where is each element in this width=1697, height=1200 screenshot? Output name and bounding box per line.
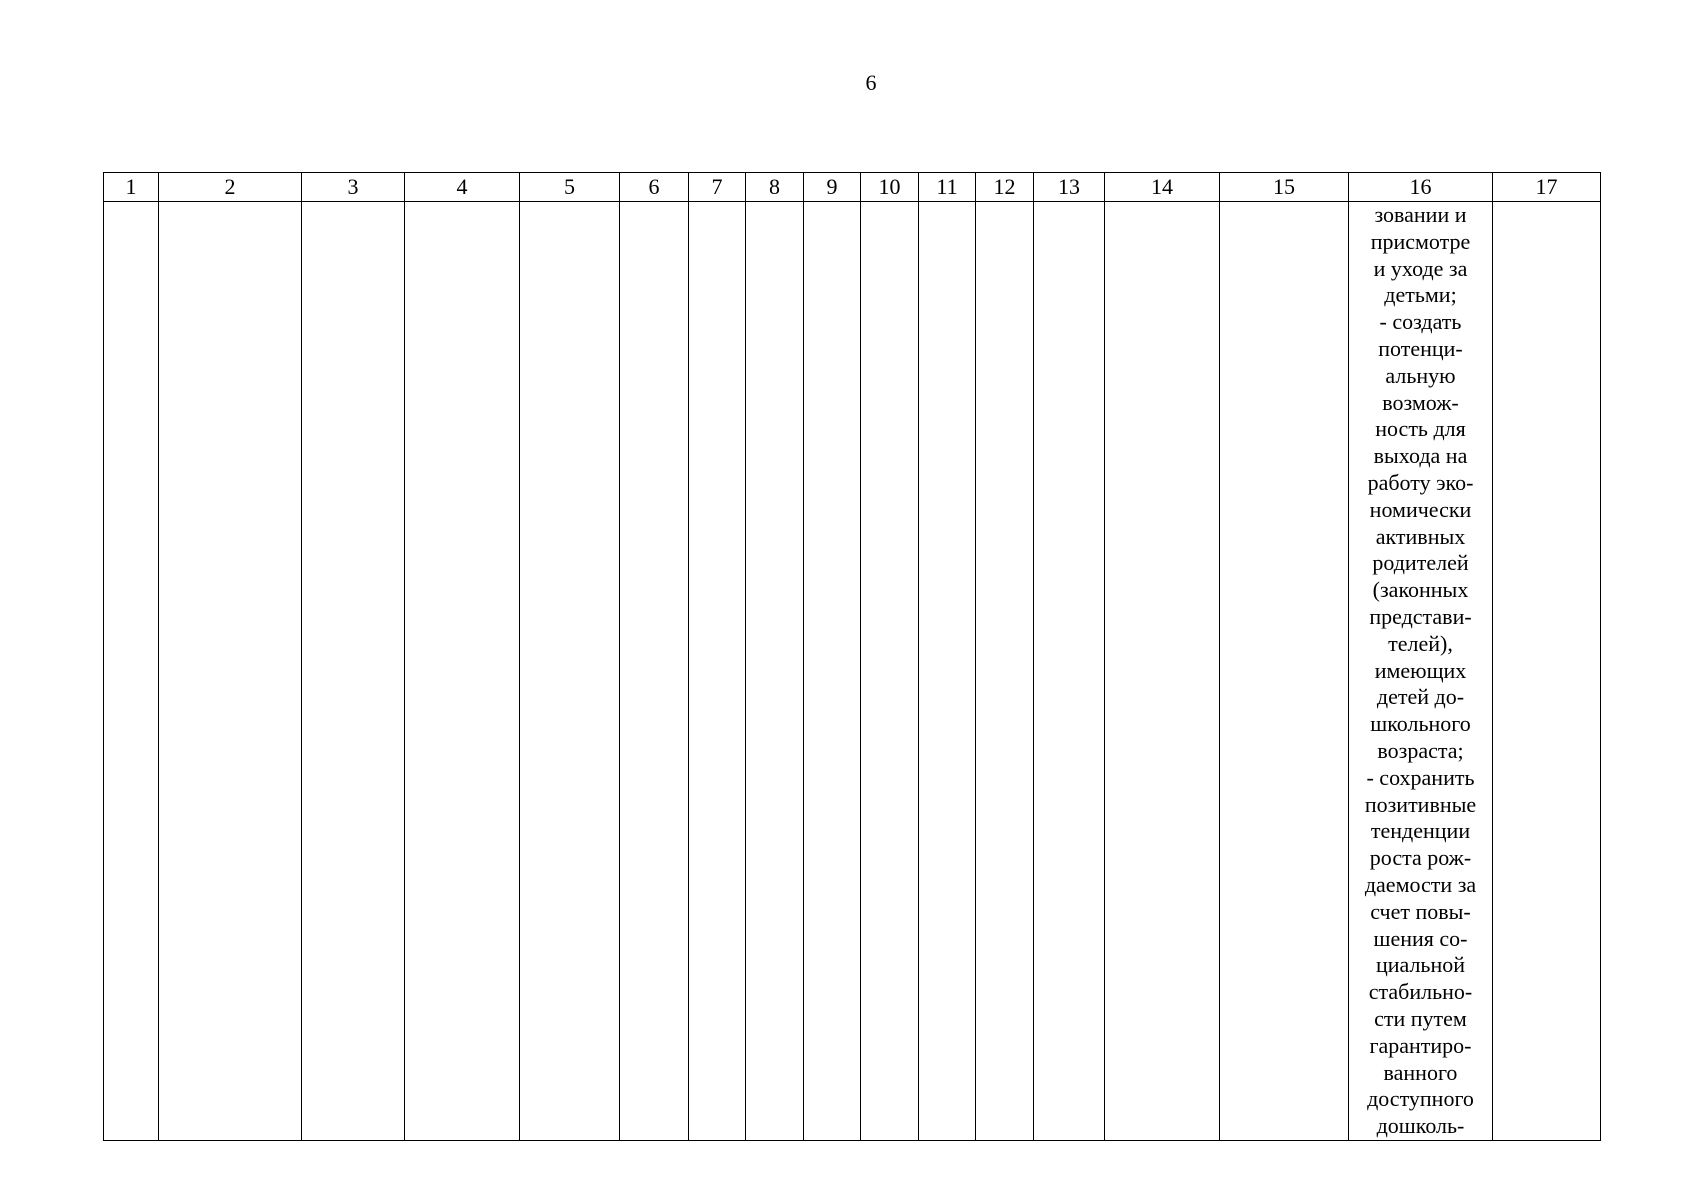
text-line: работу эко-: [1367, 469, 1474, 495]
text-line: шения со-: [1373, 925, 1468, 951]
table-cell-col-4: [405, 202, 520, 1141]
text-line: и уходе за: [1373, 255, 1468, 281]
text-line: стабильно-: [1368, 979, 1473, 1005]
table-cell-col-11: [919, 202, 976, 1141]
text-line: детей до-: [1376, 684, 1465, 710]
table-cell-col-15: [1220, 202, 1349, 1141]
table-cell-col-12: [976, 202, 1034, 1141]
table-cell-col-7: [689, 202, 746, 1141]
column-header-9: 9: [804, 173, 861, 202]
column-header-12: 12: [976, 173, 1034, 202]
text-line: циальной: [1375, 952, 1466, 978]
column-header-16: 16: [1349, 173, 1493, 202]
table-cell-col-10: [861, 202, 919, 1141]
page-number: 6: [865, 70, 877, 95]
table-cell-col-14: [1105, 202, 1220, 1141]
table-cell-col-2: [159, 202, 302, 1141]
text-line: потенци-: [1378, 335, 1463, 361]
table-cell-col-8: [746, 202, 804, 1141]
text-line: возмож-: [1382, 389, 1459, 415]
column-header-15: 15: [1220, 173, 1349, 202]
text-line: представи-: [1369, 603, 1472, 629]
column-header-7: 7: [689, 173, 746, 202]
table-cell-col-3: [302, 202, 405, 1141]
text-line: ванного: [1383, 1059, 1458, 1085]
table-cell-col-5: [520, 202, 620, 1141]
text-line: тенденции: [1370, 818, 1471, 844]
text-line: детьми;: [1384, 282, 1457, 308]
column-header-3: 3: [302, 173, 405, 202]
text-line: - сохранить: [1366, 764, 1475, 790]
text-line: номически: [1369, 496, 1472, 522]
text-line: телей),: [1388, 630, 1453, 656]
table-cell-col-9: [804, 202, 861, 1141]
text-line: даемости за: [1364, 871, 1477, 897]
text-line: - создать: [1379, 309, 1462, 335]
text-line: позитивные: [1364, 791, 1477, 817]
text-line: присмотре: [1370, 228, 1471, 254]
column-header-1: 1: [104, 173, 159, 202]
text-line: родителей: [1372, 550, 1469, 576]
column-header-2: 2: [159, 173, 302, 202]
table-cell-col-13: [1034, 202, 1105, 1141]
column-header-8: 8: [746, 173, 804, 202]
text-line: доступного: [1367, 1086, 1474, 1112]
column-header-13: 13: [1034, 173, 1105, 202]
text-line: сти путем: [1374, 1005, 1467, 1031]
text-line: зовании и: [1374, 202, 1467, 227]
text-line: возраста;: [1377, 737, 1464, 763]
column-header-5: 5: [520, 173, 620, 202]
text-line: роста рож-: [1369, 845, 1472, 871]
table-header-row: [104, 173, 1601, 202]
text-line: счет повы-: [1370, 898, 1471, 924]
column-header-17: 17: [1493, 173, 1601, 202]
table-cell-col-17: [1493, 202, 1601, 1141]
text-line: альную: [1385, 362, 1456, 388]
table-cell-col-1: [104, 202, 159, 1141]
data-table: [103, 172, 1601, 1141]
col-16-text: [1349, 202, 1492, 1140]
column-header-6: 6: [620, 173, 689, 202]
column-header-10: 10: [861, 173, 919, 202]
column-header-4: 4: [405, 173, 520, 202]
column-header-14: 14: [1105, 173, 1220, 202]
text-line: школьного: [1370, 711, 1471, 737]
table-cell-col-6: [620, 202, 689, 1141]
column-header-11: 11: [919, 173, 976, 202]
text-line: имеющих: [1374, 657, 1467, 683]
text-line: (законных: [1372, 577, 1469, 603]
text-line: дошколь-: [1376, 1113, 1465, 1139]
table-cell-col-16: [1349, 202, 1493, 1141]
text-line: гарантиро-: [1369, 1032, 1472, 1058]
table-row: [104, 202, 1601, 1141]
text-line: активных: [1375, 523, 1466, 549]
text-line: выхода на: [1373, 443, 1468, 469]
text-line: ность для: [1375, 416, 1466, 442]
